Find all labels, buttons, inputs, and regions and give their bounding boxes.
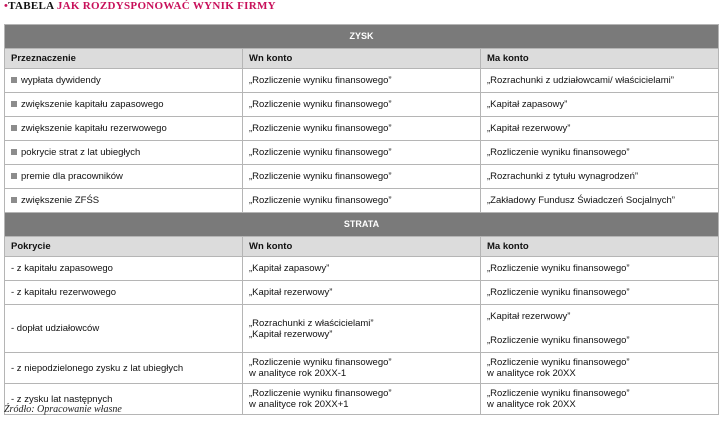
caption-marker: •: [4, 0, 9, 12]
column-header: Wn konto: [243, 237, 481, 257]
cell-text: „Kapitał rezerwowy”: [487, 311, 571, 322]
cell-text: „Kapitał rezerwowy”: [481, 117, 719, 141]
cell-text: „Rozliczenie wyniku finansowego”: [487, 335, 630, 346]
cell-text: „Kapitał rezerwowy”: [243, 281, 481, 305]
cell-text: w analityce rok 20XX+1: [249, 399, 349, 410]
caption-title: JAK ROZDYSPONOWAĆ WYNIK FIRMY: [56, 0, 276, 12]
cell-text: „Rozliczenie wyniku finansowego”: [487, 388, 630, 399]
cell-text: „Rozrachunki z tytułu wynagrodzeń”: [481, 165, 719, 189]
cell-text: „Rozliczenie wyniku finansowego”: [243, 117, 481, 141]
table-row: [5, 117, 719, 141]
table-row: [5, 69, 719, 93]
table-caption: [4, 0, 276, 14]
cell-text: wypłata dywidendy: [21, 75, 101, 86]
bullet-icon: [11, 125, 17, 131]
table-row: [5, 141, 719, 165]
column-header: Ma konto: [481, 237, 719, 257]
table-row: [5, 281, 719, 305]
cell-text: „Kapitał zapasowy”: [481, 93, 719, 117]
section-header-loss: [5, 213, 719, 237]
cell-text: „Kapitał rezerwowy”: [249, 328, 333, 340]
column-header-row: [5, 237, 719, 257]
cell-text: „Rozliczenie wyniku finansowego”: [243, 189, 481, 213]
bullet-icon: [11, 77, 17, 83]
column-header: Wn konto: [243, 49, 481, 69]
section-title: STRATA: [5, 213, 719, 237]
column-header: Ma konto: [481, 49, 719, 69]
cell-text: „Rozliczenie wyniku finansowego”: [487, 357, 630, 368]
cell-text: „Rozliczenie wyniku finansowego”: [481, 141, 719, 165]
bullet-icon: [11, 173, 17, 179]
cell-text: „Rozliczenie wyniku finansowego”: [243, 93, 481, 117]
cell-text: „Rozliczenie wyniku finansowego”: [243, 165, 481, 189]
bullet-icon: [11, 197, 17, 203]
column-header-row: [5, 49, 719, 69]
table-row: [5, 257, 719, 281]
cell-text: „Rozliczenie wyniku finansowego”: [481, 281, 719, 305]
column-header: Pokrycie: [5, 237, 243, 257]
cell-text: „Rozliczenie wyniku finansowego”: [249, 388, 392, 399]
cell-text: - z niepodzielonego zysku z lat ubiegłych: [5, 353, 243, 384]
table-row: [5, 353, 719, 384]
cell-text: zwiększenie ZFŚS: [21, 195, 100, 206]
cell-text: w analityce rok 20XX-1: [249, 368, 347, 379]
cell-text: „Rozrachunki z właścicielami”: [249, 317, 374, 329]
column-header: Przeznaczenie: [5, 49, 243, 69]
cell-text: „Rozliczenie wyniku finansowego”: [243, 141, 481, 165]
bullet-icon: [11, 149, 17, 155]
cell-text: - dopłat udziałowców: [5, 305, 243, 353]
profit-loss-table: [4, 24, 719, 415]
table-row: [5, 93, 719, 117]
cell-text: „Zakładowy Fundusz Świadczeń Socjalnych”: [481, 189, 719, 213]
cell-text: „Kapitał zapasowy”: [243, 257, 481, 281]
bullet-icon: [11, 101, 17, 107]
cell-text: pokrycie strat z lat ubiegłych: [21, 147, 141, 158]
table-row: [5, 305, 719, 353]
cell-text: w analityce rok 20XX: [487, 399, 576, 410]
cell-text: zwiększenie kapitału zapasowego: [21, 99, 164, 110]
table-row: [5, 189, 719, 213]
caption-label: TABELA: [8, 0, 54, 12]
cell-text: „Rozrachunki z udziałowcami/ właścicielami”: [481, 69, 719, 93]
table-row: [5, 165, 719, 189]
source-note: Źródło: Opracowanie własne: [4, 404, 122, 415]
cell-text: - z zysku lat następnych: [5, 384, 243, 415]
cell-text: - z kapitału rezerwowego: [5, 281, 243, 305]
cell-text: „Rozliczenie wyniku finansowego”: [249, 357, 392, 368]
cell-text: w analityce rok 20XX: [487, 368, 576, 379]
cell-text: premie dla pracowników: [21, 171, 123, 182]
cell-text: - z kapitału zapasowego: [5, 257, 243, 281]
cell-text: „Rozliczenie wyniku finansowego”: [481, 257, 719, 281]
cell-text: „Rozliczenie wyniku finansowego”: [243, 69, 481, 93]
cell-text: zwiększenie kapitału rezerwowego: [21, 123, 167, 134]
section-header-profit: [5, 25, 719, 49]
section-title: ZYSK: [5, 25, 719, 49]
